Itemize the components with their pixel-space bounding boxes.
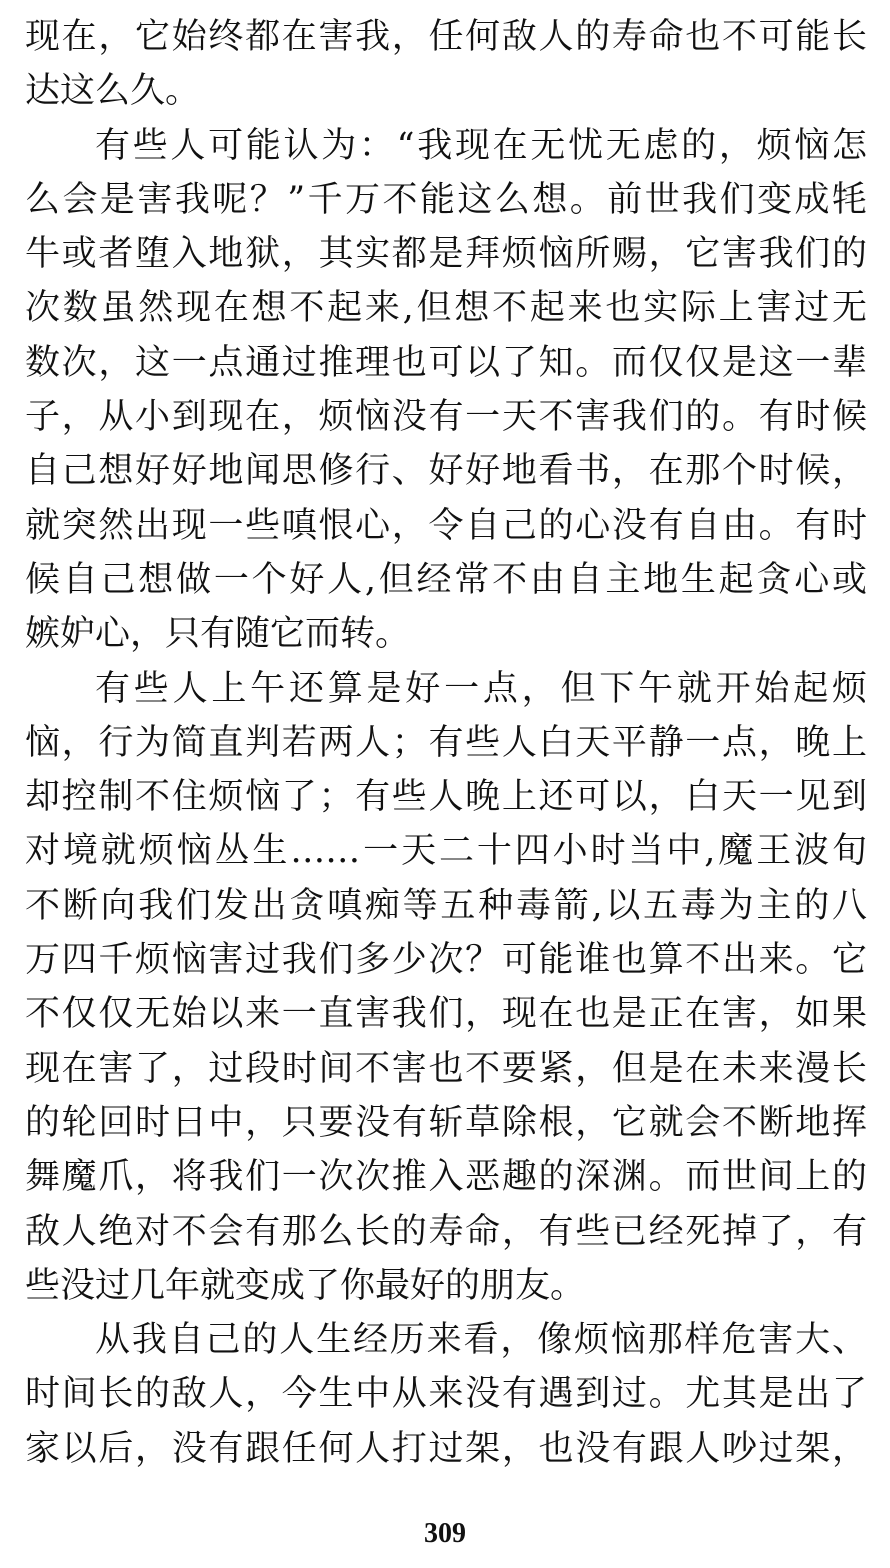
text-line: 子，从小到现在，烦恼没有一天不害我们的。有时候 (25, 397, 867, 438)
text-line: 的轮回时日中，只要没有斩草除根，它就会不断地挥 (25, 1102, 867, 1143)
text-line: 么会是害我呢？”千万不能这么想。前世我们变成牦 (25, 179, 867, 220)
text-line: 不断向我们发出贪嗔痴等五种毒箭,以五毒为主的八 (25, 885, 867, 926)
page-number: 309 (424, 1518, 466, 1549)
paragraph-start-line: 有些人上午还算是好一点，但下午就开始起烦 (95, 668, 867, 709)
paragraph-start-line: 从我自己的人生经历来看，像烦恼那样危害大、 (95, 1320, 867, 1361)
text-line: 些没过几年就变成了你最好的朋友。 (25, 1265, 586, 1306)
text-line: 达这么久。 (25, 71, 201, 112)
text-line: 时间长的敌人，今生中从来没有遇到过。尤其是出了 (25, 1374, 867, 1415)
text-line: 不仅仅无始以来一直害我们，现在也是正在害，如果 (25, 994, 867, 1035)
text-line: 就突然出现一些嗔恨心，令自己的心没有自由。有时 (25, 505, 867, 546)
text-line: 却控制不住烦恼了；有些人晚上还可以，白天一见到 (25, 777, 867, 818)
text-line: 恼，行为简直判若两人；有些人白天平静一点，晚上 (25, 722, 867, 763)
text-line: 数次，这一点通过推理也可以了知。而仅仅是这一辈 (25, 342, 867, 383)
text-line: 敌人绝对不会有那么长的寿命，有些已经死掉了，有 (25, 1211, 867, 1252)
text-line: 对境就烦恼丛生……一天二十四小时当中,魔王波旬 (25, 831, 867, 872)
text-line: 候自己想做一个好人,但经常不由自主地生起贪心或 (25, 559, 867, 600)
text-line: 次数虽然现在想不起来,但想不起来也实际上害过无 (25, 288, 867, 329)
paragraph-start-line: 有些人可能认为：“我现在无忧无虑的，烦恼怎 (95, 125, 867, 166)
text-line: 现在，它始终都在害我，任何敌人的寿命也不可能长 (25, 17, 867, 57)
text-line: 家以后，没有跟任何人打过架，也没有跟人吵过架， (25, 1428, 867, 1469)
text-line: 牛或者堕入地狱，其实都是拜烦恼所赐，它害我们的 (25, 234, 867, 275)
text-line: 嫉妒心，只有随它而转。 (25, 614, 411, 655)
text-line: 自己想好好地闻思修行、好好地看书，在那个时候， (25, 451, 867, 492)
text-line: 舞魔爪，将我们一次次推入恶趣的深渊。而世间上的 (25, 1157, 867, 1198)
body-text (25, 10, 867, 1476)
text-line: 万四千烦恼害过我们多少次？可能谁也算不出来。它 (25, 940, 867, 981)
text-line: 现在害了，过段时间不害也不要紧，但是在未来漫长 (25, 1048, 867, 1089)
